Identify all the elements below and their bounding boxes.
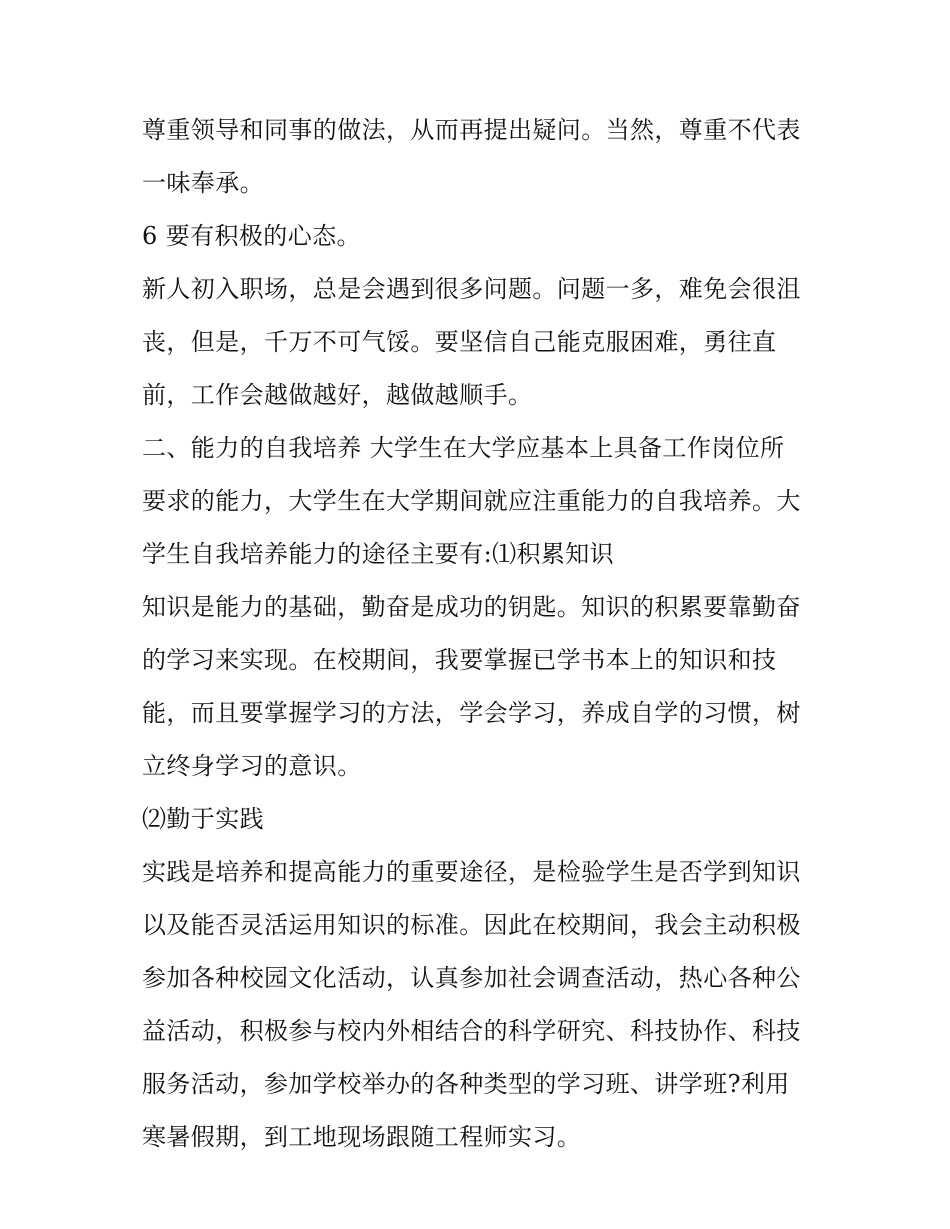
text-line: 尊重领导和同事的做法，从而再提出疑问。当然，尊重不代表 xyxy=(142,116,801,144)
text-line: 服务活动，参加学校举办的各种类型的学习班、讲学班?利用 xyxy=(142,1070,790,1098)
text-line: 寒暑假期，到工地现场跟随工程师实习。 xyxy=(142,1123,582,1151)
section-heading: 6 要有积极的心态。 xyxy=(142,222,361,250)
text-line: 参加各种校园文化活动，认真参加社会调查活动，热心各种公 xyxy=(142,964,801,992)
text-line: 前，工作会越做越好，越做越顺手。 xyxy=(142,381,533,409)
text-line: 的学习来实现。在校期间，我要掌握已学书本上的知识和技 xyxy=(142,646,777,674)
section-heading: ⑵勤于实践 xyxy=(142,805,264,833)
text-line: 知识是能力的基础，勤奋是成功的钥匙。知识的积累要靠勤奋 xyxy=(142,593,801,621)
text-line: 能，而且要掌握学习的方法，学会学习，养成自学的习惯，树 xyxy=(142,699,801,727)
text-line: 学生自我培养能力的途径主要有:⑴积累知识 xyxy=(142,540,615,568)
text-line: 立终身学习的意识。 xyxy=(142,752,362,780)
text-line: 以及能否灵活运用知识的标准。因此在校期间，我会主动积极 xyxy=(142,911,801,939)
text-line: 实践是培养和提高能力的重要途径，是检验学生是否学到知识 xyxy=(142,858,801,886)
text-line: 新人初入职场，总是会遇到很多问题。问题一多，难免会很沮 xyxy=(142,275,801,303)
text-line: 一味奉承。 xyxy=(142,169,264,197)
text-line: 丧，但是，千万不可气馁。要坚信自己能克服困难，勇往直 xyxy=(142,328,777,356)
text-line: 益活动，积极参与校内外相结合的科学研究、科技协作、科技 xyxy=(142,1017,801,1045)
document-body xyxy=(142,104,822,1164)
section-heading: 二、能力的自我培养 大学生在大学应基本上具备工作岗位所 xyxy=(142,434,785,462)
text-line: 要求的能力，大学生在大学期间就应注重能力的自我培养。大 xyxy=(142,487,801,515)
